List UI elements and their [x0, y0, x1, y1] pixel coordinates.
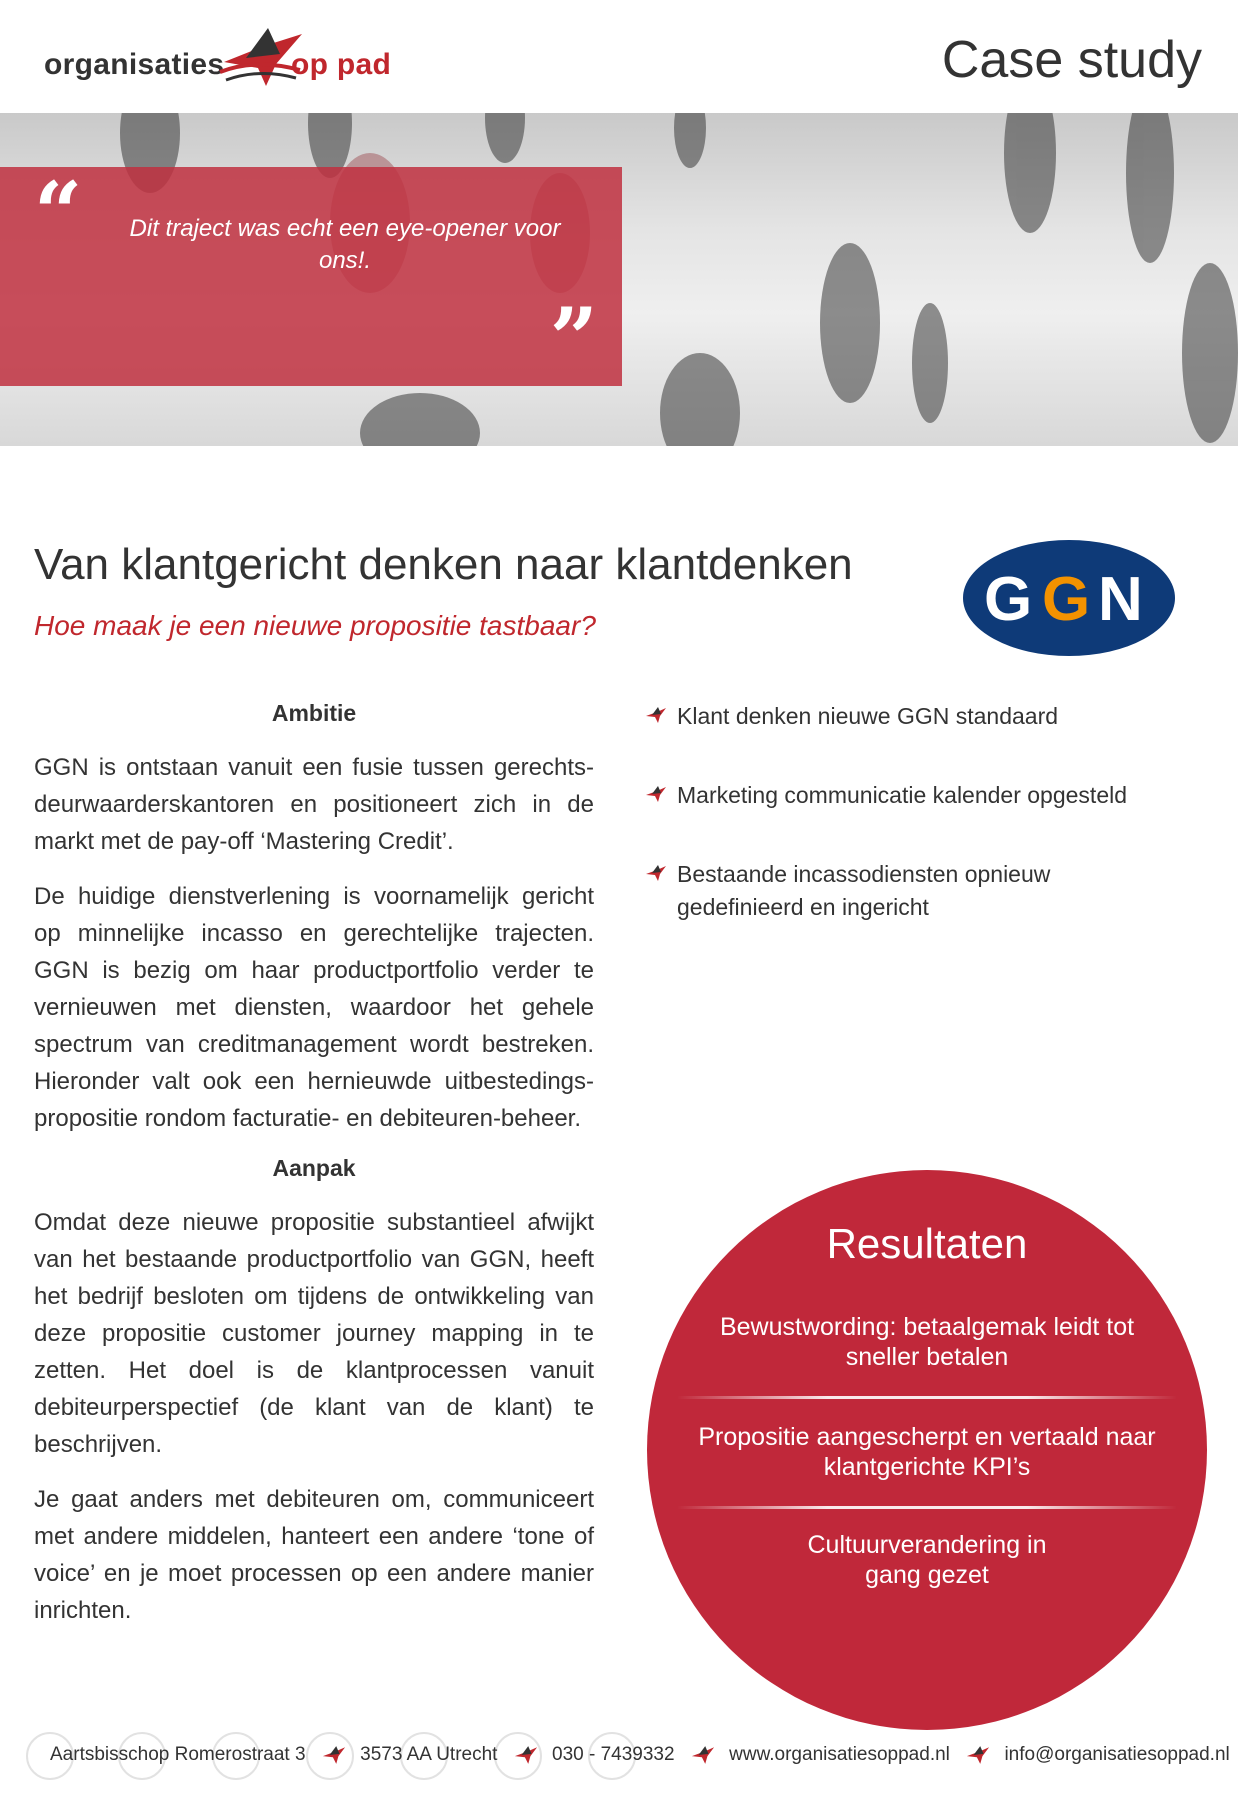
- highlights-list: [645, 700, 1205, 924]
- contact-line: [50, 1744, 1230, 1766]
- logo-text-organisaties: organisaties: [44, 48, 225, 81]
- list-item-text: Marketing communicatie kalender opgesteld: [677, 782, 1128, 808]
- list-item: [645, 700, 1205, 733]
- result-item: Cultuurverandering in gang gezet: [807, 1531, 1047, 1589]
- ggn-letter-g1: G: [984, 565, 1033, 634]
- divider: [677, 1506, 1177, 1509]
- logo-text-op-pad: op pad: [291, 48, 392, 81]
- list-item: [645, 779, 1205, 812]
- brand-logo: [44, 24, 414, 96]
- star-bullet-icon: [645, 785, 667, 803]
- star-bullet-icon: [965, 1745, 991, 1765]
- footer-website-link[interactable]: www.organisatiesoppad.nl: [729, 1744, 950, 1765]
- ggn-letter-g2: G: [1042, 565, 1091, 634]
- divider: [677, 1396, 1177, 1399]
- aanpak-paragraph: Je gaat anders met debiteuren om, communiceert met andere middelen, hanteert een andere ‘tone of voice’ en je moet processen op een andere manier inrichten.: [34, 1486, 594, 1624]
- star-bullet-icon: [513, 1745, 539, 1765]
- results-heading: Resultaten: [826, 1220, 1028, 1267]
- list-item-text: Klant denken nieuwe GGN standaard: [677, 703, 1059, 729]
- footer-postal: 3573 AA Utrecht: [360, 1744, 498, 1765]
- ambitie-paragraph: GGN is ontstaan vanuit een fusie tussen gerechts-deurwaarderskantoren en positioneert zich in de markt met de pay-off ‘Mastering Credit’.: [34, 754, 594, 855]
- aanpak-paragraph: Omdat deze nieuwe propositie substantieel afwijkt van het bestaande productportfolio van GGN, heeft het bedrijf besloten om tijdens de ontwikkeling van deze propositie customer journey mapping in te zetten. Het doel is de klantprocessen vanuit debiteurperspectief (de klant van de klant) te beschrijven.: [34, 1209, 594, 1458]
- close-quote-icon: ”: [549, 289, 598, 388]
- star-bullet-icon: [690, 1745, 716, 1765]
- hero-banner: [0, 113, 1238, 446]
- star-bullet-icon: [645, 706, 667, 724]
- result-item: Bewustwording: betaalgemak leidt tot sneller betalen: [719, 1313, 1135, 1371]
- footer: [0, 1722, 1238, 1782]
- footer-email-link[interactable]: info@organisatiesoppad.nl: [1004, 1744, 1230, 1765]
- page-subtitle: Hoe maak je een nieuwe propositie tastbaar?: [34, 610, 596, 641]
- footer-address: Aartsbisschop Romerostraat 3: [50, 1744, 306, 1765]
- section-heading-ambitie: Ambitie: [271, 700, 357, 726]
- ggn-letter-n: N: [1098, 565, 1143, 634]
- result-item: Propositie aangescherpt en vertaald naar klantgerichte KPI’s: [698, 1423, 1156, 1481]
- open-quote-icon: “: [34, 163, 83, 262]
- body-column: [34, 700, 594, 1629]
- page-title: Van klantgericht denken naar klantdenken: [34, 540, 853, 589]
- testimonial-quote: [0, 163, 622, 388]
- results-circle: [647, 1170, 1207, 1730]
- ggn-logo: [962, 538, 1177, 658]
- quote-text: Dit traject was echt een eye-opener voor ons!.: [129, 215, 561, 274]
- list-item-text: Bestaande incassodiensten opnieuw gedefinieerd en ingericht: [677, 861, 1051, 920]
- ambitie-paragraph: De huidige dienstverlening is voornamelijk gericht op minnelijke incasso en gerechtelijke trajecten. GGN is bezig om haar productportfolio verder te vernieuwen met diensten, waardoor het gehele spectrum van creditmanagement wordt bestreken. Hieronder valt ook een hernieuwde uitbestedings-propositie rondom facturatie- en debiteuren-beheer.: [34, 883, 594, 1132]
- list-item: [645, 858, 1087, 924]
- document-type-label: Case study: [941, 31, 1202, 89]
- star-bullet-icon: [321, 1745, 347, 1765]
- footer-phone: 030 - 7439332: [552, 1744, 675, 1765]
- section-heading-aanpak: Aanpak: [272, 1155, 356, 1181]
- star-bullet-icon: [645, 864, 667, 882]
